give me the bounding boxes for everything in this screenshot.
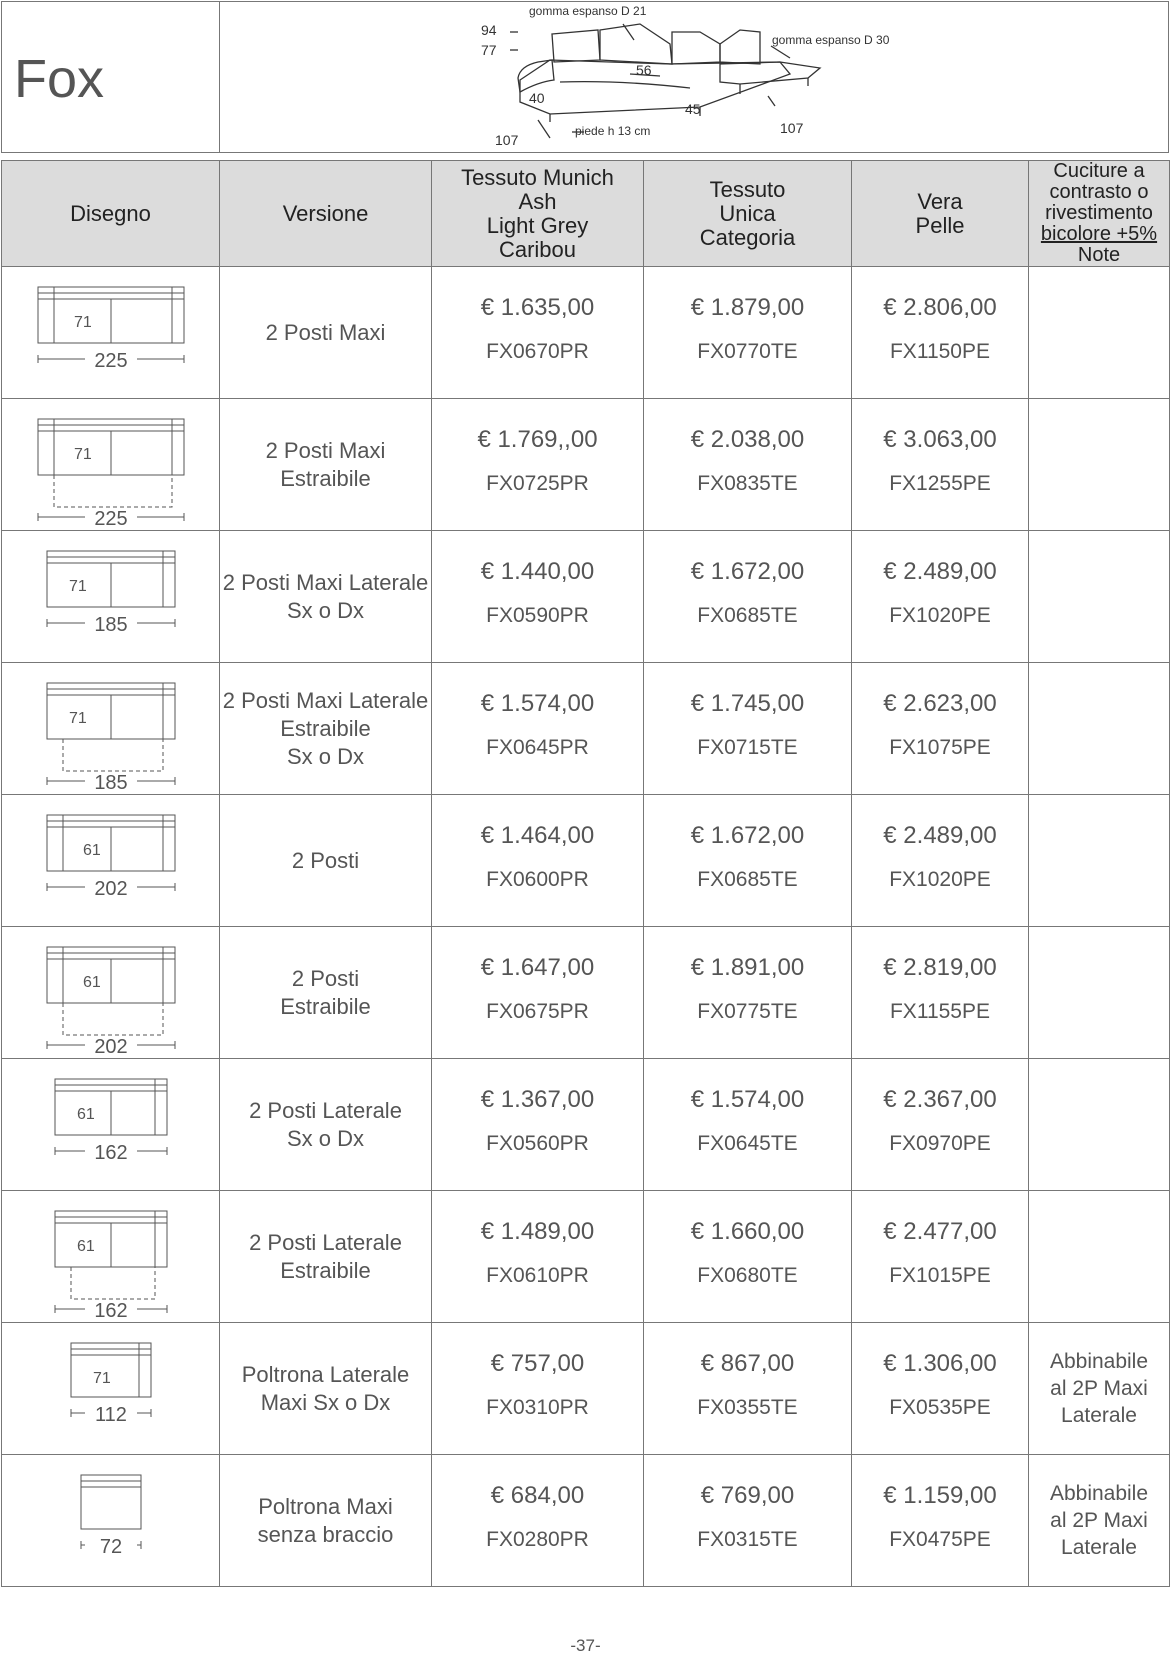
- version-cell: [220, 1455, 432, 1587]
- version-cell: [220, 927, 432, 1059]
- price-cell-munich: [432, 399, 644, 531]
- dim-40: 40: [529, 90, 545, 106]
- sofa-plan-drawing: [11, 933, 211, 1053]
- product-code: FX0715TE: [697, 735, 798, 759]
- foot-height-label: piede h 13 cm: [575, 124, 651, 138]
- price-value: € 1.574,00: [480, 689, 595, 717]
- version-line: Poltrona Laterale: [241, 1361, 410, 1387]
- version-line: 2 Posti: [291, 847, 360, 873]
- price-cell-munich: [432, 267, 644, 399]
- price-value: € 1.159,00: [883, 1481, 997, 1509]
- sofa-diagram: [220, 2, 1168, 152]
- product-code: FX1075PE: [889, 735, 991, 759]
- version-line: Sx o Dx: [286, 743, 365, 769]
- depth-dimension: 61: [82, 973, 101, 991]
- version-line: 2 Posti: [291, 965, 360, 991]
- price-cell-tessuto: [644, 1323, 852, 1455]
- price-value: € 1.672,00: [690, 821, 805, 849]
- note-line: al 2P Maxi: [1050, 1509, 1148, 1532]
- table-row: [2, 663, 1170, 795]
- product-code: FX0645TE: [697, 1131, 798, 1155]
- price-value: € 2.038,00: [690, 425, 805, 453]
- drawing-cell: [2, 1059, 220, 1191]
- back-cushion-4: [720, 30, 760, 64]
- price-cell-pelle: [852, 1455, 1029, 1587]
- drawing-cell: [2, 1455, 220, 1587]
- table-row: [2, 1059, 1170, 1191]
- drawing-cell: [2, 1191, 220, 1323]
- product-code: FX0775TE: [697, 999, 798, 1023]
- table-header-row: [2, 161, 1170, 267]
- note-line: Abbinabile: [1049, 1350, 1149, 1373]
- version-cell: [220, 399, 432, 531]
- back-cushion-1: [552, 30, 600, 62]
- price-cell-pelle: [852, 531, 1029, 663]
- product-code: FX0475PE: [889, 1527, 991, 1551]
- price-value: € 769,00: [700, 1481, 795, 1509]
- width-dimension: 112: [94, 1403, 127, 1426]
- price-value: € 1.647,00: [480, 953, 595, 981]
- sofa-plan-drawing: [11, 537, 211, 657]
- price-cell-pelle: [852, 1323, 1029, 1455]
- header-box: [1, 1, 1169, 153]
- dim-77: 77: [481, 42, 497, 58]
- version-cell: [220, 663, 432, 795]
- note-cell: [1029, 1191, 1170, 1323]
- sofa-plan-drawing: [11, 801, 211, 921]
- price-cell-pelle: [852, 663, 1029, 795]
- drawing-cell: [2, 927, 220, 1059]
- col-header-pelle: Vera Pelle: [852, 161, 1029, 267]
- note-cell: [1029, 399, 1170, 531]
- product-code: FX0685TE: [697, 867, 798, 891]
- product-code: FX0675PR: [486, 999, 589, 1023]
- width-dimension: 202: [93, 1035, 128, 1053]
- price-value: € 757,00: [490, 1349, 585, 1377]
- note-line: Laterale: [1061, 1536, 1137, 1559]
- col-header-munich: Tessuto Munich Ash Light Grey Caribou: [432, 161, 644, 267]
- version-cell: [220, 1059, 432, 1191]
- product-title: Fox: [14, 49, 105, 109]
- product-code: FX0725PR: [486, 471, 589, 495]
- table-row: [2, 1323, 1170, 1455]
- price-cell-pelle: [852, 1191, 1029, 1323]
- price-cell-pelle: [852, 399, 1029, 531]
- version-cell: [220, 531, 432, 663]
- price-cell-munich: [432, 1191, 644, 1323]
- price-cell-munich: [432, 795, 644, 927]
- price-value: € 1.769,,00: [477, 425, 598, 453]
- width-dimension: 225: [93, 507, 128, 525]
- dim-107-chaise: 107: [780, 120, 804, 136]
- price-value: € 2.477,00: [883, 1217, 997, 1245]
- drawing-cell: [2, 1323, 220, 1455]
- price-value: € 2.623,00: [883, 689, 997, 717]
- drawing-cell: [2, 663, 220, 795]
- price-value: € 1.367,00: [480, 1085, 595, 1113]
- dim-107-depth: 107: [495, 132, 519, 148]
- table-row: [2, 927, 1170, 1059]
- price-cell-tessuto: [644, 927, 852, 1059]
- price-cell-tessuto: [644, 795, 852, 927]
- note-cell: [1029, 927, 1170, 1059]
- price-cell-munich: [432, 531, 644, 663]
- version-line: 2 Posti Maxi: [265, 319, 386, 345]
- sofa-base-outline: [520, 60, 790, 114]
- product-code: FX0770TE: [697, 339, 798, 363]
- table-row: [2, 795, 1170, 927]
- depth-dimension: 61: [82, 841, 101, 859]
- dim-45: 45: [685, 101, 701, 117]
- table-row: [2, 399, 1170, 531]
- price-value: € 1.745,00: [690, 689, 805, 717]
- price-value: € 3.063,00: [883, 425, 997, 453]
- table-row: [2, 531, 1170, 663]
- product-code: FX0280PR: [486, 1527, 589, 1551]
- table-row: [2, 1455, 1170, 1587]
- version-line: 2 Posti Maxi Laterale: [222, 687, 429, 713]
- sofa-plan-drawing: [11, 405, 211, 525]
- product-code: FX1020PE: [889, 867, 991, 891]
- price-value: € 2.367,00: [883, 1085, 997, 1113]
- note-cell: [1029, 531, 1170, 663]
- price-cell-tessuto: [644, 1455, 852, 1587]
- width-dimension: 162: [93, 1299, 128, 1317]
- width-dimension: 72: [99, 1535, 122, 1558]
- version-line: 2 Posti Laterale: [249, 1229, 402, 1255]
- version-line: Estraibile: [280, 1257, 371, 1283]
- depth-dimension: 71: [73, 313, 92, 331]
- price-value: € 867,00: [700, 1349, 795, 1377]
- price-value: € 1.489,00: [480, 1217, 595, 1245]
- price-value: € 1.440,00: [480, 557, 595, 585]
- price-value: € 1.891,00: [690, 953, 805, 981]
- col-header-versione: Versione: [220, 161, 432, 267]
- note-line: al 2P Maxi: [1050, 1377, 1148, 1400]
- price-cell-tessuto: [644, 399, 852, 531]
- width-dimension: 185: [93, 771, 128, 789]
- product-code: FX0560PR: [486, 1131, 589, 1155]
- version-line: Estraibile: [280, 465, 371, 491]
- version-line: Estraibile: [280, 993, 371, 1019]
- sofa-plan-drawing: [11, 1197, 211, 1317]
- product-code: FX1155PE: [889, 999, 990, 1023]
- product-code: FX0590PR: [486, 603, 589, 627]
- version-line: Sx o Dx: [286, 1125, 365, 1151]
- price-value: € 1.879,00: [690, 293, 805, 321]
- product-code: FX1020PE: [889, 603, 991, 627]
- version-line: senza braccio: [257, 1521, 394, 1547]
- product-code: FX0680TE: [697, 1263, 798, 1287]
- product-code: FX0355TE: [697, 1395, 798, 1419]
- price-value: € 2.819,00: [883, 953, 997, 981]
- product-code: FX0535PE: [889, 1395, 991, 1419]
- price-value: € 1.306,00: [883, 1349, 997, 1377]
- note-cell: [1029, 1059, 1170, 1191]
- depth-dimension: 61: [76, 1105, 95, 1123]
- note-cell: [1029, 663, 1170, 795]
- width-dimension: 185: [93, 613, 128, 636]
- depth-dimension: 71: [92, 1369, 111, 1387]
- width-dimension: 202: [93, 877, 128, 900]
- col-header-disegno: Disegno: [2, 161, 220, 267]
- price-cell-munich: [432, 663, 644, 795]
- price-cell-pelle: [852, 267, 1029, 399]
- price-cell-munich: [432, 1323, 644, 1455]
- price-value: € 1.635,00: [480, 293, 595, 321]
- product-code: FX1015PE: [889, 1263, 991, 1287]
- dim-56: 56: [636, 62, 652, 78]
- price-cell-tessuto: [644, 267, 852, 399]
- table-row: [2, 267, 1170, 399]
- depth-dimension: 71: [73, 445, 92, 463]
- price-cell-tessuto: [644, 663, 852, 795]
- version-line: Estraibile: [280, 715, 371, 741]
- sofa-plan-drawing: [11, 1461, 211, 1581]
- price-table: [1, 160, 1170, 1587]
- price-cell-pelle: [852, 1059, 1029, 1191]
- sofa-illustration: [220, 2, 1168, 152]
- note-cell: [1029, 795, 1170, 927]
- depth-dimension: 61: [76, 1237, 95, 1255]
- product-code: FX0645PR: [486, 735, 589, 759]
- price-cell-tessuto: [644, 531, 852, 663]
- sofa-plan-drawing: [11, 1065, 211, 1185]
- price-value: € 2.806,00: [883, 293, 997, 321]
- col-header-note: Cuciture a contrasto o rivestimento bicolore +5% Note: [1029, 161, 1170, 267]
- width-dimension: 162: [93, 1141, 128, 1164]
- price-cell-pelle: [852, 927, 1029, 1059]
- price-value: € 684,00: [490, 1481, 585, 1509]
- depth-dimension: 71: [68, 577, 87, 595]
- drawing-cell: [2, 531, 220, 663]
- product-code: FX0610PR: [486, 1263, 589, 1287]
- version-line: Sx o Dx: [286, 597, 365, 623]
- note-cell: [1029, 1323, 1170, 1455]
- product-code: FX0315TE: [697, 1527, 798, 1551]
- drawing-cell: [2, 267, 220, 399]
- back-cushion-2: [600, 24, 672, 64]
- price-cell-tessuto: [644, 1059, 852, 1191]
- table-row: [2, 1191, 1170, 1323]
- price-value: € 1.464,00: [480, 821, 595, 849]
- product-code: FX1150PE: [889, 339, 990, 363]
- price-value: € 1.660,00: [690, 1217, 805, 1245]
- sofa-plan-drawing: [11, 273, 211, 393]
- note-line: Abbinabile: [1049, 1482, 1149, 1505]
- price-cell-pelle: [852, 795, 1029, 927]
- brand-cell: [2, 2, 220, 152]
- price-cell-munich: [432, 1059, 644, 1191]
- foam-seat-label: gomma espanso D 30: [772, 33, 890, 47]
- page-number: -37-: [570, 1636, 601, 1655]
- version-cell: [220, 1191, 432, 1323]
- product-code: FX0835TE: [697, 471, 798, 495]
- note-cell: [1029, 1455, 1170, 1587]
- drawing-cell: [2, 795, 220, 927]
- col-header-tessuto: Tessuto Unica Categoria: [644, 161, 852, 267]
- sofa-plan-drawing: [11, 1329, 211, 1449]
- version-cell: [220, 795, 432, 927]
- dim-94: 94: [481, 22, 497, 38]
- product-code: FX0685TE: [697, 603, 798, 627]
- drawing-cell: [2, 399, 220, 531]
- price-value: € 2.489,00: [883, 557, 997, 585]
- price-cell-munich: [432, 927, 644, 1059]
- version-line: 2 Posti Laterale: [249, 1097, 402, 1123]
- product-code: FX0670PR: [486, 339, 589, 363]
- foam-back-label: gomma espanso D 21: [529, 4, 647, 18]
- version-cell: [220, 1323, 432, 1455]
- price-value: € 2.489,00: [883, 821, 997, 849]
- product-code: FX1255PE: [889, 471, 991, 495]
- price-cell-munich: [432, 1455, 644, 1587]
- sofa-plan-drawing: [11, 669, 211, 789]
- price-cell-tessuto: [644, 1191, 852, 1323]
- version-cell: [220, 267, 432, 399]
- version-line: Maxi Sx o Dx: [260, 1389, 391, 1415]
- product-code: FX0600PR: [486, 867, 589, 891]
- back-cushion-3: [672, 32, 720, 64]
- version-line: 2 Posti Maxi: [265, 437, 386, 463]
- sofa-left-arm: [518, 60, 554, 92]
- product-code: FX0970PE: [889, 1131, 991, 1155]
- note-line: Laterale: [1061, 1404, 1137, 1427]
- width-dimension: 225: [93, 349, 128, 372]
- price-value: € 1.574,00: [690, 1085, 805, 1113]
- version-line: 2 Posti Maxi Laterale: [222, 569, 429, 595]
- depth-dimension: 71: [68, 709, 87, 727]
- product-code: FX0310PR: [486, 1395, 589, 1419]
- note-cell: [1029, 267, 1170, 399]
- version-line: Poltrona Maxi: [258, 1493, 393, 1519]
- price-value: € 1.672,00: [690, 557, 805, 585]
